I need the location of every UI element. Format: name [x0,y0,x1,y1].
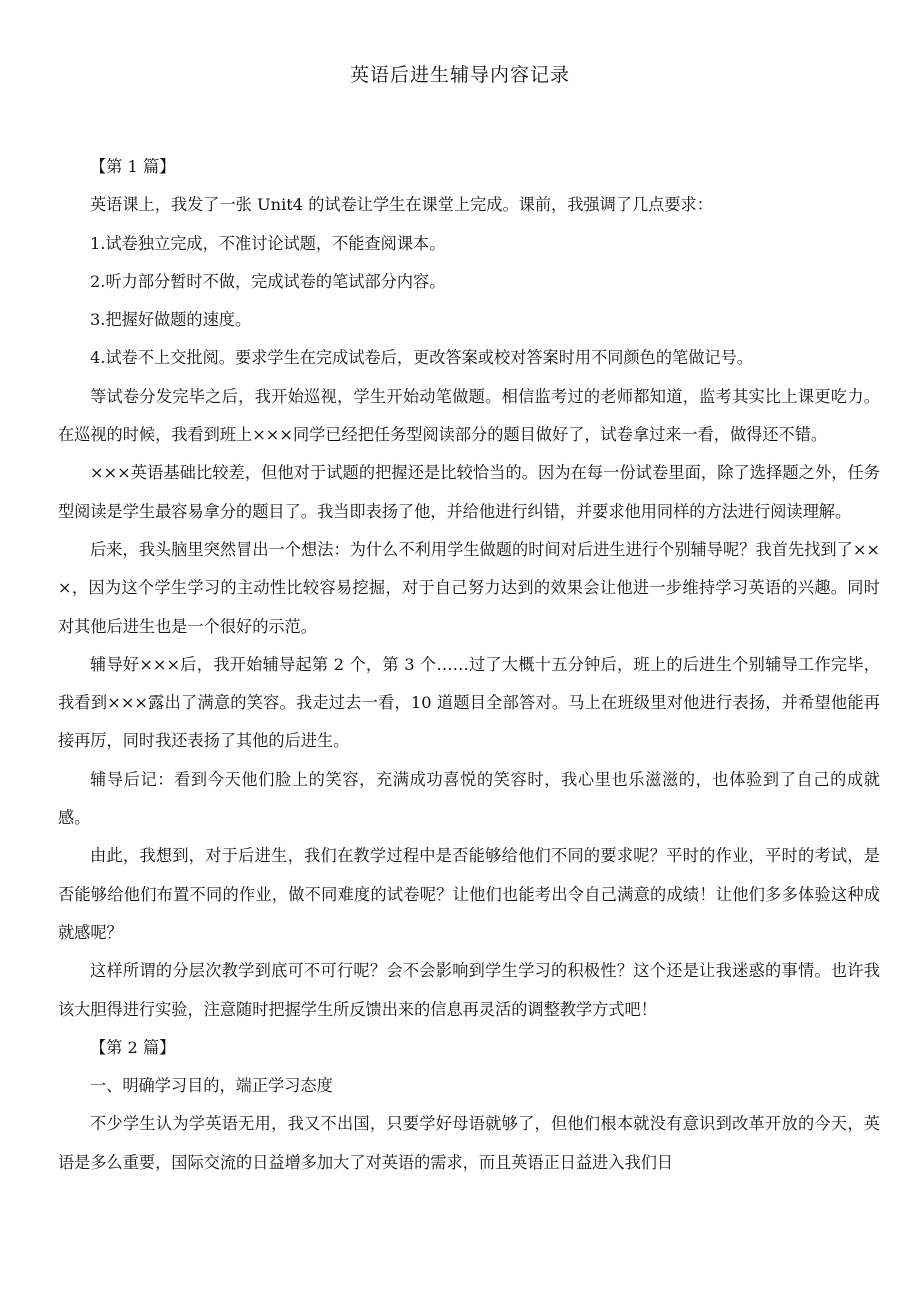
paragraph: 1.试卷独立完成，不准讨论试题，不能查阅课本。 [90,233,446,253]
paragraph: 这样所谓的分层次教学到底可不可行呢？会不会影响到学生学习的积极性？这个还是让我迷惑的事情。也许我该大胆得进行实验，注意随时把握学生所反馈出来的信息再灵活的调整教学方式吧！ [58,961,880,1019]
paragraph: 不少学生认为学英语无用，我又不出国，只要学好母语就够了，但他们根本就没有意识到改革开放的今天，英语是多么重要，国际交流的日益增多加大了对英语的需求，而且英语正日益进入我们日 [58,1114,880,1172]
section-heading-1: 【第 1 篇】 [90,157,176,176]
paragraph: 等试卷分发完毕之后，我开始巡视，学生开始动笔做题。相信监考过的老师都知道，监考其实比上课更吃力。在巡视的时候，我看到班上×××同学已经把任务型阅读部分的题目做好了，试卷拿过来一看，做得还不错。 [58,386,880,445]
paragraph: 辅导好×××后，我开始辅导起第 2 个，第 3 个……过了大概十五分钟后，班上的后进生个别辅导工作完毕，我看到×××露出了满意的笑容。我走过去一看，10 道题目全部答对。马上在班级里对他进行表扬，并希望他能再接再厉，同时我还表扬了其他的后进生。 [58,654,880,751]
document-body [58,148,880,1182]
subheading: 一、明确学习目的，端正学习态度 [90,1076,333,1096]
paragraph: 辅导后记：看到今天他们脸上的笑容，充满成功喜悦的笑容时，我心里也乐滋滋的，也体验到了自己的成就感。 [58,769,880,828]
paragraph: 2.听力部分暂时不做，完成试卷的笔试部分内容。 [90,271,446,291]
document-title: 英语后进生辅导内容记录 [349,64,570,86]
section-heading-2: 【第 2 篇】 [90,1037,176,1057]
paragraph: 4.试卷不上交批阅。要求学生在完成试卷后，更改答案或校对答案时用不同颜色的笔做记号。 [90,348,753,368]
paragraph: ×××英语基础比较差，但他对于试题的把握还是比较恰当的。因为在每一份试卷里面，除了选择题之外，任务型阅读是学生最容易拿分的题目了。我当即表扬了他，并给他进行纠错，并要求他用同样的方法进行阅读理解。 [58,463,880,521]
paragraph: 由此，我想到，对于后进生，我们在教学过程中是否能够给他们不同的要求呢？平时的作业，平时的考试，是否能够给他们布置不同的作业，做不同难度的试卷呢？让他们也能考出令自己满意的成绩！让他们多多体验这种成就感呢？ [58,846,880,942]
paragraph: 英语课上，我发了一张 Unit4 的试卷让学生在课堂上完成。课前，我强调了几点要求： [90,195,713,215]
paragraph: 3.把握好做题的速度。 [90,310,252,330]
paragraph: 后来，我头脑里突然冒出一个想法：为什么不利用学生做题的时间对后进生进行个别辅导呢？我首先找到了×××，因为这个学生学习的主动性比较容易挖掘，对于自己努力达到的效果会让他进一步维持学习英语的兴趣。同时对其他后进生也是一个很好的示范。 [58,539,880,636]
